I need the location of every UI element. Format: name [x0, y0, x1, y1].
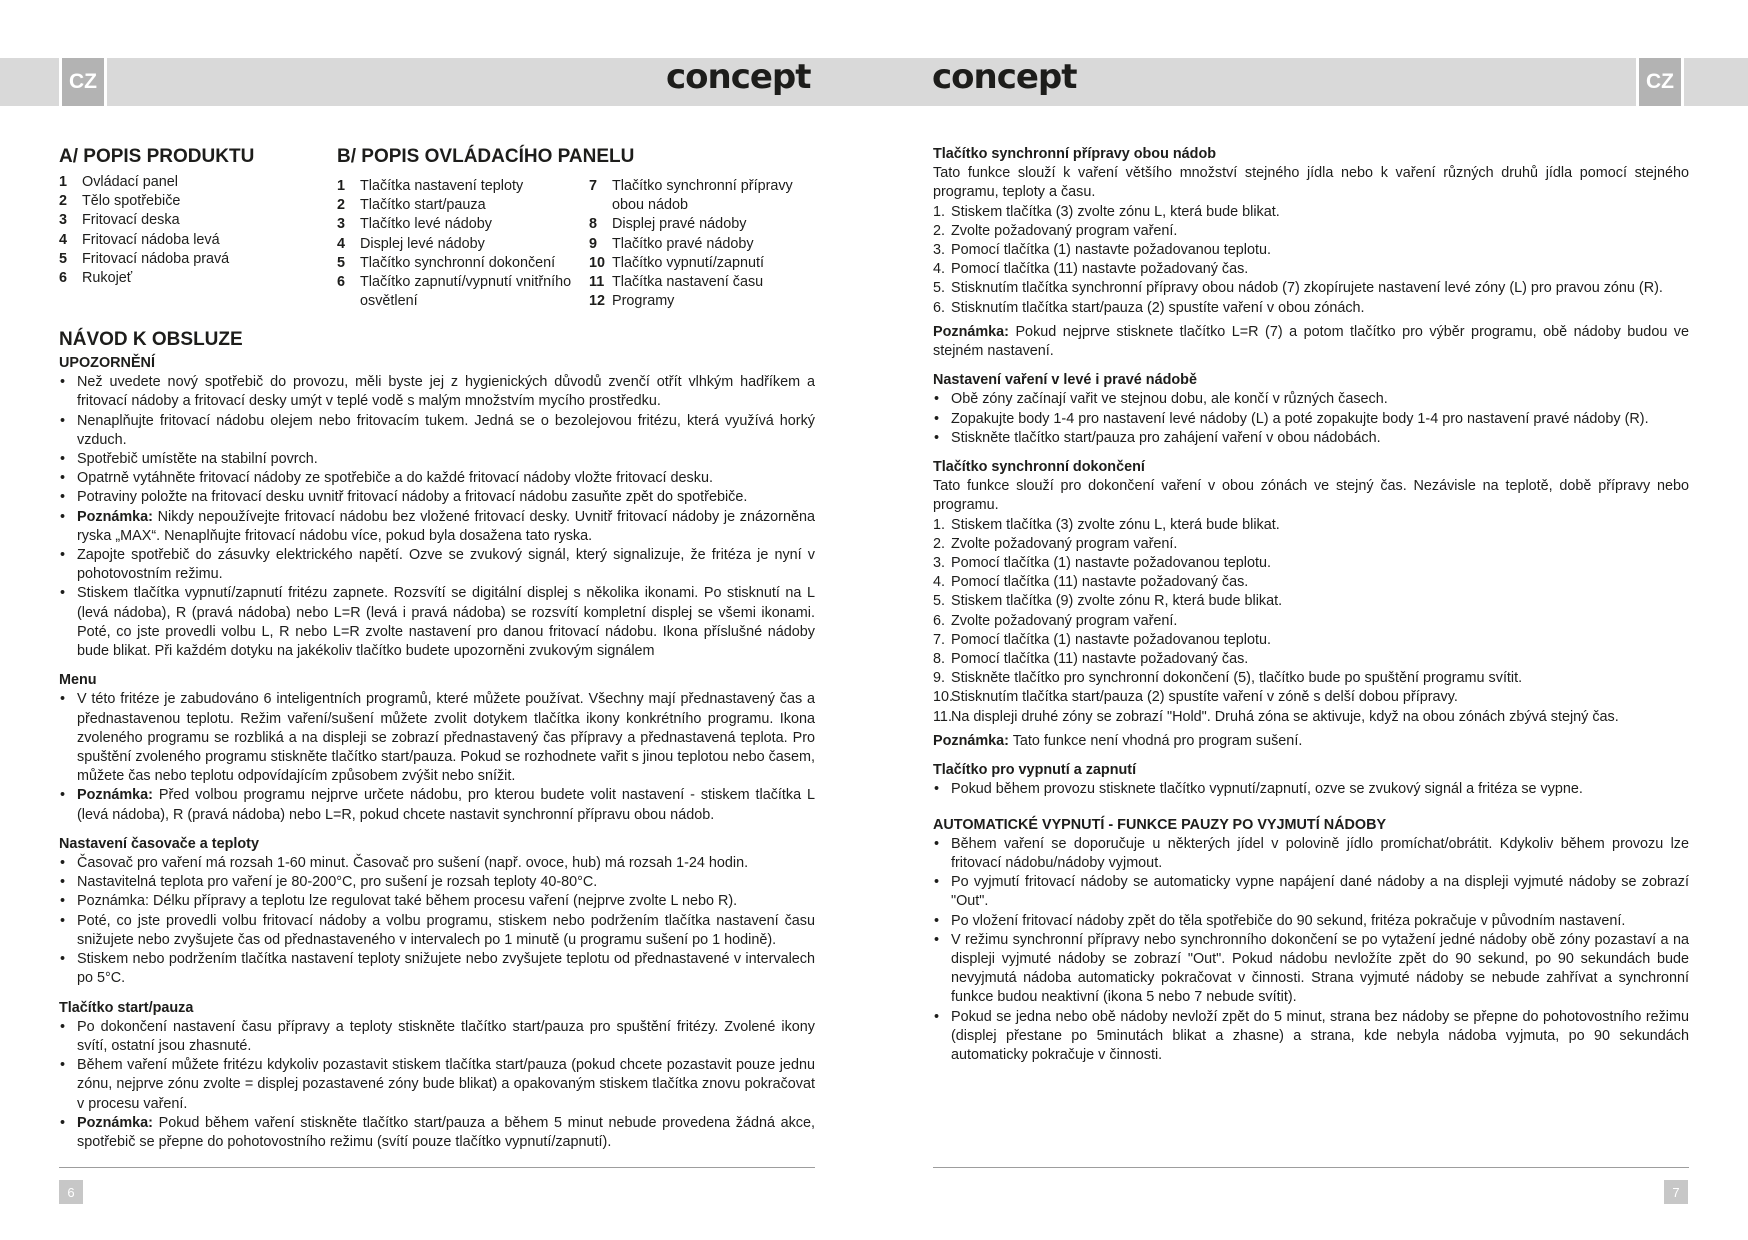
item-number: 7.	[933, 631, 946, 648]
bullet-text: Pokud se jedna nebo obě nádoby nevloží zpět do 5 minut, strana bez nádoby se přepne do pohotovostního režimu (displej přestane po 5minutách blikat a zhasne) a strana, kde nebyla nádoba vyjmuta, po 90 sekundách automaticky pokračuje v činnosti.	[951, 1008, 1689, 1063]
section-title-instructions: NÁVOD K OBSLUZE	[59, 329, 243, 350]
section-control-panel	[337, 145, 807, 311]
item-number: 9.	[933, 670, 946, 687]
item-number: 12	[589, 293, 606, 310]
list-item	[933, 203, 1689, 222]
bullet-item	[59, 584, 815, 661]
bullet-item	[933, 390, 1689, 409]
bullet-text: Opatrně vytáhněte fritovací nádoby ze spotřebiče a do každé fritovací nádoby vložte fritovací desku.	[77, 470, 713, 487]
subsection-timer-title: Nastavení časovače a teploty	[59, 835, 259, 852]
item-text: Pomocí tlačítka (1) nastavte požadovanou teplotu.	[951, 555, 1271, 572]
note-text: Tato funkce není vhodná pro program sušení.	[1008, 732, 1303, 749]
item-text: Pomocí tlačítka (1) nastavte požadovanou teplotu.	[951, 631, 1271, 648]
note-label: Poznámka:	[77, 508, 153, 525]
bullet-item	[59, 450, 815, 469]
bullet-text: Po vyjmutí fritovací nádoby se automaticky vypne napájení dané nádoby a na displeji vyjmuté nádoby se zobrazí "Out".	[951, 874, 1689, 910]
item-text: Tlačítko vypnutí/zapnutí	[612, 254, 764, 271]
section-title-product: A/ POPIS PRODUKTU	[59, 146, 255, 167]
item-number: 2	[337, 197, 346, 214]
sync-prep-note	[933, 323, 1689, 361]
list-item	[933, 279, 1689, 298]
item-number: 5	[337, 254, 346, 271]
item-number: 5.	[933, 280, 946, 297]
sync-finish-steps	[933, 516, 1689, 727]
item-text: Stiskem tlačítka (9) zvolte zónu R, která bude blikat.	[951, 593, 1283, 610]
bullet-text: Nikdy nepoužívejte fritovací nádobu bez vložené fritovací desky. Uvnitř fritovací nádoby je znázorněna ryska „MAX“. Nenaplňujte fritovací nádobu více, pokud byla dosažena tato ryska.	[77, 508, 815, 544]
bullet-item	[933, 1008, 1689, 1066]
list-item	[59, 211, 309, 230]
item-text: Zvolte požadovaný program vaření.	[951, 222, 1178, 239]
list-item	[337, 196, 577, 215]
control-panel-list-2	[589, 177, 799, 311]
bullet-text: Po vložení fritovací nádoby zpět do těla spotřebiče do 90 sekund, fritéza pokračuje v původním nastavení.	[951, 912, 1626, 929]
item-number: 3.	[933, 555, 946, 572]
list-item	[933, 516, 1689, 535]
list-item	[337, 273, 577, 311]
bullet-text: V této fritéze je zabudováno 6 inteligentních programů, které můžete používat. Všechny mají přednastavený čas a přednastavenou teplotu. Režim vaření/sušení můžete zvolit dotykem tlačítka ikony konkrétního programu. Ikona zvoleného programu se rozbliká a na displeji se zobrazí přednastavený čas přípravy a přednastavená teplota. Pro spuštění zvoleného programu stiskněte tlačítko start/pauza. Pokud se rozhodnete vařit s jinou teplotou nebo časem, můžete čas nebo teplotu odpovídajícím způsobem zvýšit nebo snížit.	[77, 691, 815, 785]
page-number-left: 6	[59, 1180, 83, 1204]
bullet-text: V režimu synchronní přípravy nebo synchronního dokončení se po vytažení jedné nádoby obě zóny pozastaví a na displeji vyjmuté nádoby se zobrazí "Out". Pokud nádobu nevložíte zpět do 90 sekund, po 90 sekundách bude nevyjmutá nádoba automaticky pokračovat v činnosti. Strana vyjmuté nádoby se nebude zahřívat a synchronní funkce budou neaktivní (ikona 5 nebo 7 nebude svítit).	[951, 931, 1689, 1006]
bullet-text: Spotřebič umístěte na stabilní povrch.	[77, 451, 318, 468]
language-badge-right: CZ	[1636, 58, 1684, 106]
list-item	[933, 299, 1689, 318]
item-text: Rukojeť	[82, 270, 133, 287]
list-item	[59, 231, 309, 250]
right-page-content	[933, 145, 1689, 1065]
subsection-lr-title: Nastavení vaření v levé i pravé nádobě	[933, 372, 1197, 389]
item-number: 2.	[933, 222, 946, 239]
bullet-text: Nastavitelná teplota pro vaření je 80-200°C, pro sušení je rozsah teploty 40-80°C.	[77, 874, 598, 891]
item-number: 6.	[933, 612, 946, 629]
item-number: 6	[59, 270, 68, 287]
list-item	[933, 669, 1689, 688]
item-number: 4.	[933, 574, 946, 591]
list-item	[933, 222, 1689, 241]
item-number: 4	[59, 231, 68, 248]
item-text: Displej levé nádoby	[360, 235, 485, 252]
note-label: Poznámka:	[77, 787, 153, 804]
item-text: Tělo spotřebiče	[82, 193, 181, 210]
lr-list	[933, 390, 1689, 448]
bullet-text: Pokud během provozu stisknete tlačítko vypnutí/zapnutí, ozve se zvukový signál a fritéza se vypne.	[951, 781, 1583, 798]
bullet-text: Pokud během vaření stiskněte tlačítko start/pauza a během 5 minut nebude provedena žádná akce, spotřebič se přepne do pohotovostního režimu (svítí pouze tlačítko vypnutí/zapnutí).	[77, 1114, 815, 1150]
list-item	[933, 708, 1689, 727]
list-item	[933, 535, 1689, 554]
control-panel-list-1	[337, 177, 577, 311]
item-text: Stiskem tlačítka (3) zvolte zónu L, která bude blikat.	[951, 516, 1280, 533]
brand-logo-left: concept	[666, 57, 811, 97]
item-text: Fritovací nádoba pravá	[82, 250, 230, 267]
bullet-text: Před volbou programu nejprve určete nádobu, pro kterou budete volit nastavení - stiskem tlačítka L (levá nádoba), R (pravá nádoba) nebo L=R, pokud chcete nastavit synchronní přípravu obou nádob.	[77, 787, 815, 823]
sync-finish-note	[933, 732, 1689, 751]
list-item	[933, 241, 1689, 260]
onoff-list	[933, 780, 1689, 799]
item-text: Tlačítko synchronní dokončení	[360, 254, 556, 271]
item-text: Tlačítko zapnutí/vypnutí vnitřního osvětlení	[360, 274, 572, 310]
item-text: Tlačítko synchronní přípravy obou nádob	[612, 178, 793, 214]
section-title-control-panel: B/ POPIS OVLÁDACÍHO PANELU	[337, 146, 635, 167]
item-text: Na displeji druhé zóny se zobrazí "Hold". Druhá zóna se aktivuje, když na obou zónách zbývá stejný čas.	[951, 708, 1619, 725]
bullet-item	[933, 931, 1689, 1008]
bullet-text: Zapojte spotřebič do zásuvky elektrického napětí. Ozve se zvukový signál, který signalizuje, že fritéza je nyní v pohotovostním režimu.	[77, 547, 815, 583]
list-item	[337, 177, 577, 196]
item-text: Pomocí tlačítka (1) nastavte požadovanou teplotu.	[951, 242, 1271, 259]
bullet-text: Stiskněte tlačítko start/pauza pro zahájení vaření v obou nádobách.	[951, 429, 1381, 446]
item-number: 6	[337, 274, 346, 291]
item-number: 2.	[933, 535, 946, 552]
bullet-item	[59, 854, 815, 873]
item-text: Tlačítka nastavení času	[612, 274, 764, 291]
item-text: Stisknutím tlačítka start/pauza (2) spustíte vaření v obou zónách.	[951, 299, 1365, 316]
bullet-text: Poznámka: Délku přípravy a teplotu lze regulovat také během procesu vaření (nejprve zvolte L nebo R).	[77, 893, 738, 910]
bullet-item	[59, 786, 815, 824]
item-number: 2	[59, 193, 68, 210]
list-item	[933, 592, 1689, 611]
bullet-text: Poté, co jste provedli volbu fritovací nádoby a volbu programu, stiskem nebo podržením tlačítka nastavení času snižujete nebo zvyšujete čas od přednastaveného v intervalech po 1 minutě (u programu sušení po 1 hodině).	[77, 912, 815, 948]
subsection-sync-prep-title: Tlačítko synchronní přípravy obou nádob	[933, 146, 1217, 162]
list-item	[589, 235, 799, 254]
bullet-text: Stiskem tlačítka vypnutí/zapnutí fritézu zapnete. Rozsvítí se digitální displej s několika ikonami. Po stisknutí na L (levá nádoba), R (pravá nádoba) nebo L=R (levá i pravá nádoba) se rozsvítí kompletní displej se všemi ikonami. Poté, co jste provedli volbu L, R nebo L=R zvolte nastavení pro danou fritovací nádobu. Ikona příslušné nádoby bude blikat. Při každém dotyku na jakékoliv tlačítko budete upozorněni zvukovým signálem	[77, 585, 815, 660]
bullet-text: Nenaplňujte fritovací nádobu olejem nebo fritovacím tukem. Jedná se o bezolejovou fritézu, která využívá horký vzduch.	[77, 412, 815, 448]
item-number: 7	[589, 178, 598, 194]
item-number: 10.	[933, 689, 954, 706]
bullet-item	[59, 690, 815, 786]
product-parts-list	[59, 173, 309, 288]
bullet-item	[59, 1114, 815, 1152]
item-text: Pomocí tlačítka (11) nastavte požadovaný čas.	[951, 651, 1249, 668]
bullet-item	[59, 469, 815, 488]
bullet-item	[59, 412, 815, 450]
list-item	[337, 215, 577, 234]
item-number: 1.	[933, 516, 946, 533]
list-item	[337, 254, 577, 273]
item-number: 5	[59, 250, 68, 267]
item-number: 3	[337, 216, 346, 233]
subsection-auto-off-title: AUTOMATICKÉ VYPNUTÍ - FUNKCE PAUZY PO VYJMUTÍ NÁDOBY	[933, 816, 1387, 833]
list-item	[59, 173, 309, 192]
item-text: Zvolte požadovaný program vaření.	[951, 535, 1178, 552]
item-number: 11	[589, 274, 605, 291]
item-text: Pomocí tlačítka (11) nastavte požadovaný čas.	[951, 261, 1249, 278]
bullet-item	[933, 780, 1689, 799]
item-number: 3	[59, 212, 68, 229]
sync-prep-intro: Tato funkce slouží k vaření většího množství stejného jídla nebo k vaření různých druhů jídla pomocí stejného programu, teploty a času.	[933, 165, 1689, 201]
bullet-text: Obě zóny začínají vařit ve stejnou dobu, ale končí v různých časech.	[951, 391, 1388, 408]
item-number: 8.	[933, 651, 946, 668]
item-text: Displej pravé nádoby	[612, 216, 747, 233]
page-number-right: 7	[1664, 1180, 1688, 1204]
footer-line-left	[59, 1167, 815, 1168]
note-text: Pokud nejprve stisknete tlačítko L=R (7) a potom tlačítko pro výběr programu, obě nádoby budou ve stejném nastavení.	[933, 323, 1689, 360]
list-item	[933, 612, 1689, 631]
bullet-text: Během vaření se doporučuje u některých jídel v polovině jídlo promíchat/obrátit. Kdykoliv během provozu lze fritovací nádobu/nádoby vyjmout.	[951, 835, 1689, 871]
note-label: Poznámka:	[77, 1114, 153, 1131]
item-text: Stiskněte tlačítko pro synchronní dokončení (5), tlačítko bude po spuštění programu svítit.	[951, 670, 1523, 687]
bullet-item	[59, 508, 815, 546]
list-item	[59, 250, 309, 269]
item-text: Programy	[612, 293, 675, 310]
list-item	[337, 235, 577, 254]
bullet-text: Časovač pro vaření má rozsah 1-60 minut. Časovač pro sušení (např. ovoce, hub) má rozsah 1-24 hodin.	[77, 855, 749, 872]
bullet-item	[59, 1018, 815, 1056]
bullet-item	[59, 950, 815, 988]
item-text: Tlačítka nastavení teploty	[360, 178, 524, 194]
list-item	[589, 254, 799, 273]
bullet-text: Zopakujte body 1-4 pro nastavení levé nádoby (L) a poté zopakujte body 1-4 pro nastavení pravé nádoby (R).	[951, 410, 1649, 427]
subsection-menu-title: Menu	[59, 672, 97, 689]
list-item	[589, 177, 799, 215]
footer-line-right	[933, 1167, 1689, 1168]
bullet-item	[933, 429, 1689, 448]
list-item	[933, 688, 1689, 707]
start-pause-list	[59, 1018, 815, 1152]
item-number: 1	[337, 178, 346, 194]
bullet-text: Potraviny položte na fritovací desku uvnitř fritovací nádoby a fritovací nádobu zasuňte zpět do spotřebiče.	[77, 489, 748, 506]
sync-prep-steps	[933, 203, 1689, 318]
warning-list	[59, 373, 815, 661]
item-number: 6.	[933, 299, 946, 316]
item-number: 11.	[933, 708, 952, 725]
section-product-description	[59, 145, 309, 288]
item-number: 9	[589, 235, 598, 252]
item-text: Fritovací deska	[82, 212, 180, 229]
item-text: Stisknutím tlačítka start/pauza (2) spustíte vaření v zóně s delší dobou přípravy.	[951, 689, 1458, 706]
bullet-text: Po dokončení nastavení času přípravy a teploty stiskněte tlačítko start/pauza pro spuštění fritézy. Zvolené ikony svítí, ostatní jsou zhasnuté.	[77, 1018, 815, 1054]
item-text: Tlačítko pravé nádoby	[612, 235, 754, 252]
bullet-item	[59, 546, 815, 584]
bullet-text: Než uvedete nový spotřebič do provozu, měli byste jej z hygienických důvodů zvenčí otřít vlhkým hadříkem a fritovací nádoby a fritovací desky umýt v teplé vodě s malým množstvím mycího prostředku.	[77, 374, 815, 410]
item-number: 1.	[933, 203, 946, 220]
brand-logo-right: concept	[932, 57, 1077, 97]
bullet-item	[933, 912, 1689, 931]
item-number: 4	[337, 235, 346, 252]
item-number: 3.	[933, 242, 946, 259]
item-number: 4.	[933, 261, 946, 278]
sync-finish-intro: Tato funkce slouží pro dokončení vaření v obou zónách ve stejný čas. Nezávisle na teplotě, době přípravy nebo programu.	[933, 478, 1689, 514]
bullet-item	[59, 873, 815, 892]
subsection-start-title: Tlačítko start/pauza	[59, 999, 194, 1016]
item-text: Tlačítko levé nádoby	[360, 216, 492, 233]
note-label: Poznámka:	[933, 323, 1009, 340]
item-number: 1	[59, 174, 68, 190]
item-text: Ovládací panel	[82, 174, 178, 190]
bullet-item	[59, 488, 815, 507]
bullet-item	[59, 912, 815, 950]
list-item	[933, 631, 1689, 650]
list-item	[933, 650, 1689, 669]
item-text: Pomocí tlačítka (11) nastavte požadovaný čas.	[951, 574, 1249, 591]
section-operating-instructions	[59, 328, 815, 1152]
bullet-text: Během vaření můžete fritézu kdykoliv pozastavit stiskem tlačítka start/pauza (pokud chcete pozastavit pouze jednu zónu, nejprve zónu zvolte = displej pozastavené zóny bude blikat) a opakovaným stiskem tlačítka znovu pokračovat v procesu vaření.	[77, 1057, 815, 1112]
list-item	[933, 260, 1689, 279]
list-item	[589, 292, 799, 311]
language-badge-left: CZ	[59, 58, 107, 106]
menu-list	[59, 690, 815, 824]
list-item	[933, 573, 1689, 592]
bullet-item	[933, 835, 1689, 873]
item-number: 8	[589, 216, 598, 233]
list-item	[589, 215, 799, 234]
bullet-item	[59, 373, 815, 411]
item-text: Stiskem tlačítka (3) zvolte zónu L, která bude blikat.	[951, 203, 1280, 220]
list-item	[59, 269, 309, 288]
subsection-onoff-title: Tlačítko pro vypnutí a zapnutí	[933, 762, 1137, 779]
list-item	[589, 273, 799, 292]
item-text: Fritovací nádoba levá	[82, 231, 220, 248]
list-item	[933, 554, 1689, 573]
list-item	[59, 192, 309, 211]
auto-off-list	[933, 835, 1689, 1065]
bullet-text: Stiskem nebo podržením tlačítka nastavení teploty snižujete nebo zvyšujete teplotu od přednastavené v intervalech po 5°C.	[77, 951, 815, 987]
item-text: Zvolte požadovaný program vaření.	[951, 612, 1178, 629]
item-number: 10	[589, 254, 606, 271]
subsection-warning-title: UPOZORNĚNÍ	[59, 355, 155, 371]
item-text: Tlačítko start/pauza	[360, 197, 486, 214]
timer-list	[59, 854, 815, 988]
note-label: Poznámka:	[933, 732, 1009, 749]
subsection-sync-finish-title: Tlačítko synchronní dokončení	[933, 459, 1145, 476]
bullet-item	[933, 873, 1689, 911]
bullet-item	[933, 410, 1689, 429]
bullet-item	[59, 1056, 815, 1114]
item-number: 5.	[933, 593, 946, 610]
item-text: Stisknutím tlačítka synchronní přípravy obou nádob (7) zkopírujete nastavení levé zóny (L) pro pravou zónu (R).	[951, 280, 1663, 297]
bullet-item	[59, 892, 815, 911]
